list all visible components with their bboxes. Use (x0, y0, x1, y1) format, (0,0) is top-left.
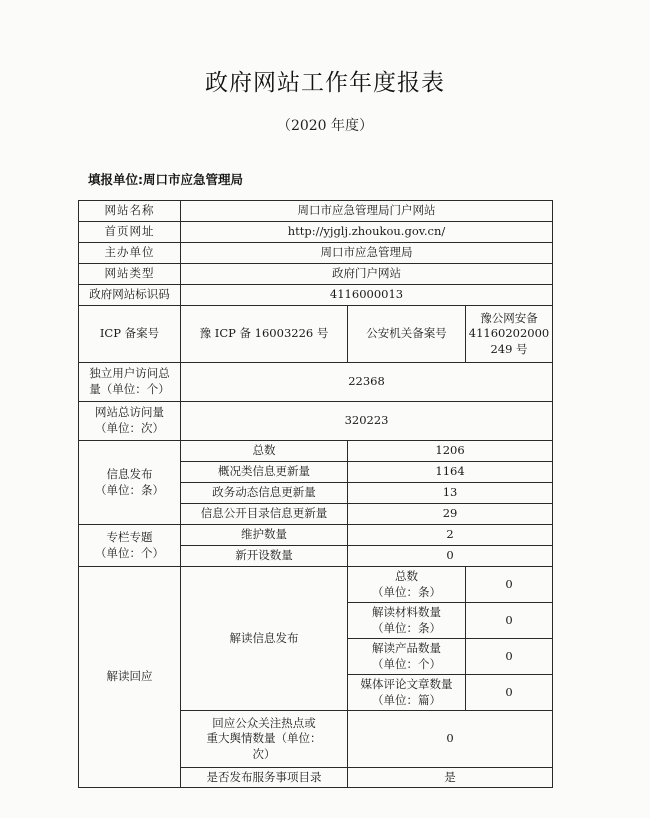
police-record-line-2: 41160202000 (468, 326, 550, 341)
interpretation-sub-label: 解读信息发布 (181, 567, 348, 711)
interp-product-value: 0 (466, 639, 553, 675)
info-dynamics-label: 政务动态信息更新量 (181, 483, 348, 504)
interp-product-label-line-2: （单位：个） (372, 656, 441, 671)
interp-media-label (348, 675, 466, 711)
interp-material-label-line-2: （单位：条） (372, 620, 441, 635)
response-value: 0 (348, 711, 553, 768)
table-row (79, 243, 553, 264)
table-row (79, 306, 553, 363)
interp-product-label-line-1: 解读产品数量 (372, 640, 441, 655)
table-row (79, 285, 553, 306)
filing-unit: 填报单位:周口市应急管理局 (88, 172, 243, 187)
info-overview-value: 1164 (348, 462, 553, 483)
info-publish-label (79, 441, 181, 525)
uv-label-line-2: 量（单位：个） (89, 382, 170, 396)
table-row (79, 264, 553, 285)
service-catalog-value: 是 (348, 768, 553, 788)
interp-product-label (348, 639, 466, 675)
info-catalog-label: 信息公开目录信息更新量 (181, 504, 348, 525)
pv-label (79, 402, 181, 441)
interp-total-label-line-2: （单位：条） (372, 584, 441, 599)
table-row (79, 222, 553, 243)
table-row (79, 441, 553, 462)
site-name-label: 网站名称 (79, 201, 181, 222)
columns-label (79, 525, 181, 567)
uv-label-line-1: 独立用户访问总 (89, 366, 170, 381)
table-row (79, 525, 553, 546)
table-row (79, 201, 553, 222)
police-record-line-3: 249 号 (490, 341, 528, 356)
interp-total-label-line-1: 总数 (395, 568, 418, 583)
info-overview-label: 概况类信息更新量 (181, 462, 348, 483)
icp-label: ICP 备案号 (79, 306, 181, 363)
interpretation-label: 解读回应 (79, 567, 181, 788)
columns-maintained-value: 2 (348, 525, 553, 546)
homepage-label: 首页网址 (79, 222, 181, 243)
report-year: （2020 年度） (276, 118, 374, 134)
info-catalog-value: 29 (348, 504, 553, 525)
info-publish-label-line-1: 信息发布 (106, 466, 153, 481)
columns-new-value: 0 (348, 546, 553, 567)
columns-label-line-1: 专栏专题 (106, 529, 153, 544)
site-type-value: 政府门户网站 (181, 264, 553, 285)
interp-material-label (348, 603, 466, 639)
interp-media-label-line-2: （单位：篇） (372, 692, 441, 707)
interp-media-label-line-1: 媒体评论文章数量 (360, 676, 453, 691)
site-name-value: 周口市应急管理局门户网站 (181, 201, 553, 222)
uv-label (79, 363, 181, 402)
table-row (79, 402, 553, 441)
response-label-line-2: 重大舆情数量（单位： (206, 731, 322, 746)
table-row (79, 567, 553, 603)
uv-value: 22368 (181, 363, 553, 402)
info-total-label: 总数 (181, 441, 348, 462)
interp-material-label-line-1: 解读材料数量 (372, 604, 441, 619)
response-label-line-3: 次） (252, 746, 276, 761)
pv-label-line-2: （单位：次） (95, 421, 164, 435)
interp-material-value: 0 (466, 603, 553, 639)
police-record-line-1: 豫公网安备 (480, 310, 538, 325)
service-catalog-label: 是否发布服务事项目录 (181, 768, 348, 788)
sponsor-value: 周口市应急管理局 (181, 243, 553, 264)
table-row (79, 363, 553, 402)
info-publish-label-line-2: （单位：条） (95, 482, 164, 497)
report-title: 政府网站工作年度报表 (205, 70, 445, 96)
response-label-line-1: 回应公众关注热点或 (212, 715, 316, 730)
pv-label-line-1: 网站总访问量 (95, 405, 164, 420)
site-code-value: 4116000013 (181, 285, 553, 306)
columns-label-line-2: （单位：个） (95, 545, 164, 560)
interp-total-value: 0 (466, 567, 553, 603)
info-total-value: 1206 (348, 441, 553, 462)
report-table (78, 200, 553, 788)
police-record-label: 公安机关备案号 (348, 306, 466, 363)
sponsor-label: 主办单位 (79, 243, 181, 264)
homepage-value: http://yjglj.zhoukou.gov.cn/ (181, 222, 553, 243)
icp-value: 豫 ICP 备 16003226 号 (181, 306, 348, 363)
response-label (181, 711, 348, 768)
columns-maintained-label: 维护数量 (181, 525, 348, 546)
interp-total-label (348, 567, 466, 603)
interp-media-value: 0 (466, 675, 553, 711)
site-type-label: 网站类型 (79, 264, 181, 285)
info-dynamics-value: 13 (348, 483, 553, 504)
columns-new-label: 新开设数量 (181, 546, 348, 567)
police-record-value (466, 306, 553, 363)
site-code-label: 政府网站标识码 (79, 285, 181, 306)
pv-value: 320223 (181, 402, 553, 441)
